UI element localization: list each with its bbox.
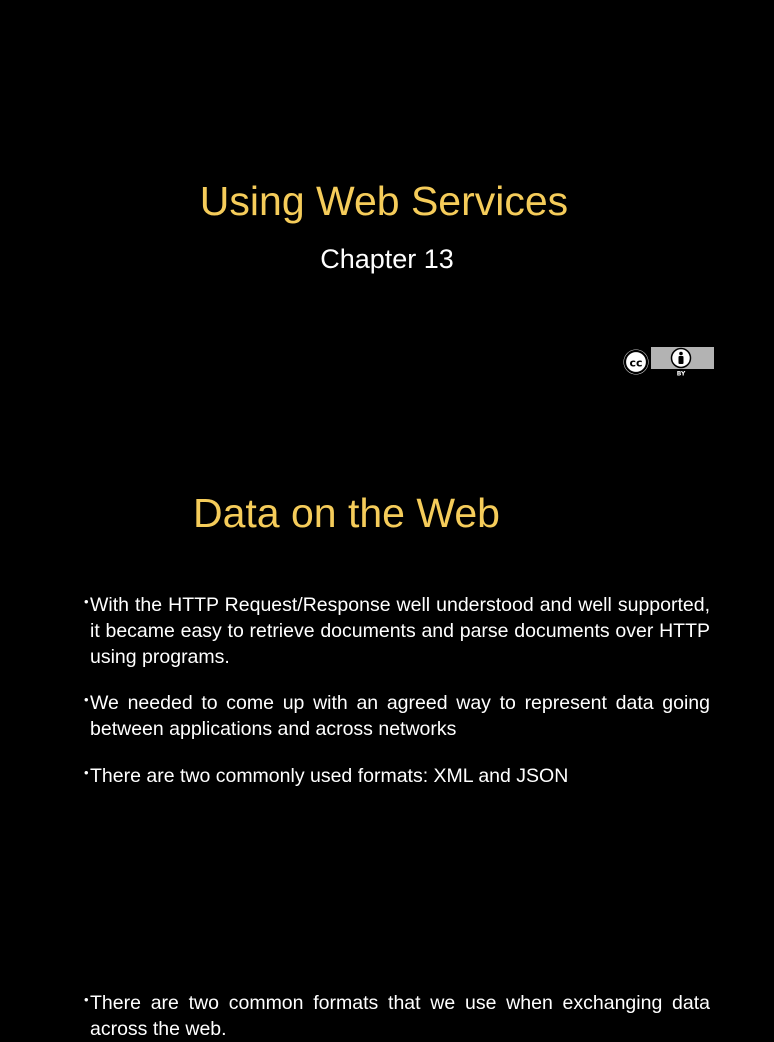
slide-subtitle: Chapter 13 — [320, 244, 454, 274]
bullet-text: There are two commonly used formats: XML and JSON — [90, 765, 569, 787]
bullet-text: We needed to come up with an agreed way to represent data going between applications and across networks — [90, 692, 710, 740]
cc-by-license-icon — [621, 347, 714, 377]
cc-text: cc — [629, 356, 643, 370]
bullet-item — [84, 592, 710, 670]
bullet-item — [84, 990, 710, 1042]
by-text: BY — [676, 370, 686, 378]
bullet-item — [84, 690, 710, 742]
bullet-marker: • — [84, 765, 89, 780]
bullet-item — [84, 763, 710, 789]
bullet-marker: • — [84, 594, 89, 609]
bullet-marker: • — [84, 992, 89, 1007]
bullet-marker: • — [84, 692, 89, 707]
bullet-text: With the HTTP Request/Response well understood and well supported, it became easy to retrieve documents and parse documents over HTTP using programs. — [90, 594, 710, 668]
slide-title: Using Web Services — [199, 178, 569, 224]
bullet-text: There are two common formats that we use when exchanging data across the web. — [90, 992, 710, 1040]
section-title: Data on the Web — [193, 490, 500, 536]
